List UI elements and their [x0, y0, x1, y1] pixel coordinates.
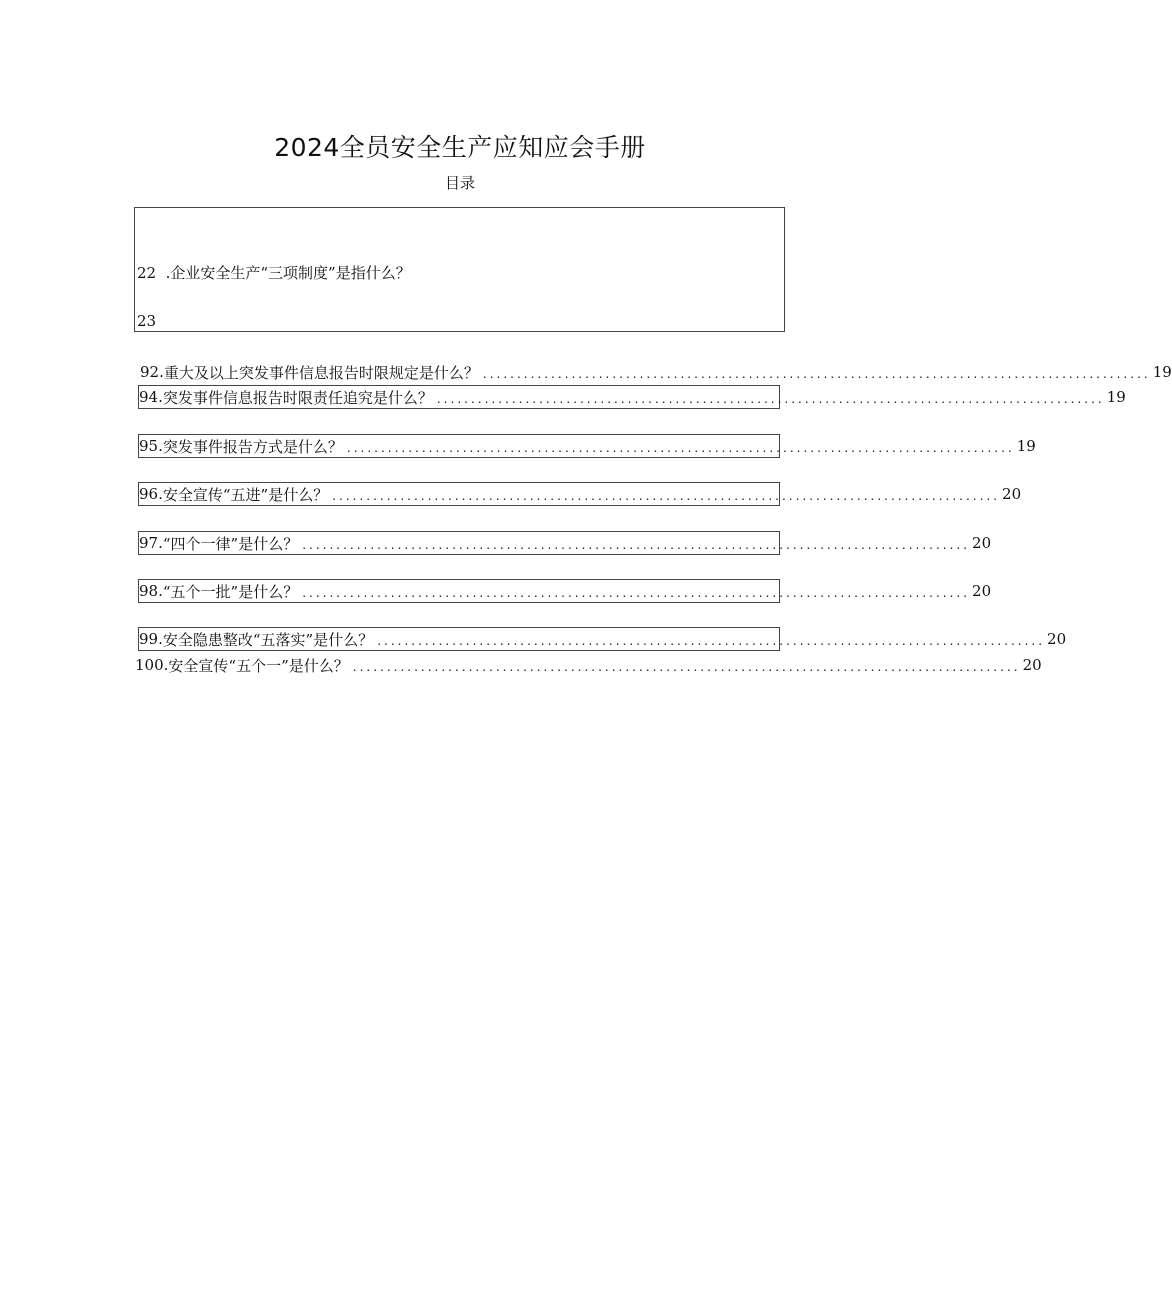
toc-dot-leader: ..................................................................................................: [346, 441, 1015, 455]
toc-entry-page: 20: [1022, 656, 1042, 674]
toc-entry-number: 92.: [140, 363, 164, 381]
toc-entry[interactable]: [138, 385, 1126, 409]
toc-entry-page: 20: [1002, 485, 1022, 503]
toc-entry[interactable]: [138, 531, 992, 555]
toc-entry[interactable]: [138, 434, 1036, 458]
toc-entry-title: 安全宣传“五进”是什么？: [162, 485, 329, 504]
toc-entry[interactable]: [138, 482, 1022, 506]
toc-heading: 目录: [444, 174, 475, 192]
toc-entry-number: 95.: [139, 437, 163, 455]
toc-entry-number: 94.: [139, 388, 163, 406]
toc-entry-number: 97.: [139, 534, 163, 552]
toc-entry-number: 99.: [139, 630, 163, 648]
toc-entry-title: 重大及以上突发事件信息报告时限规定是什么？: [163, 363, 479, 382]
toc-fragment-box: [134, 207, 785, 332]
document-title: 2024全员安全生产应知应会手册: [274, 133, 646, 162]
toc-entry-page: 19: [1106, 388, 1126, 406]
toc-dot-leader: ..................................................................................................: [302, 538, 971, 552]
toc-fragment-line: 22 .企业安全生产“三项制度”是指什么？: [137, 264, 411, 282]
toc-entry-title: 安全宣传“五个一”是什么？: [168, 656, 349, 675]
toc-entry-title: 突发事件信息报告时限责任追究是什么？: [162, 388, 433, 407]
toc-entry-page: 20: [972, 534, 992, 552]
toc-entry-page: 19: [1152, 363, 1172, 381]
toc-entry-page: 19: [1016, 437, 1036, 455]
toc-entry[interactable]: [138, 579, 992, 603]
toc-entry-title: “四个一律”是什么？: [162, 534, 299, 553]
toc-entry-title: 安全隐患整改“五落实”是什么？: [162, 630, 374, 649]
toc-entry-number: 100.: [135, 656, 169, 674]
toc-entry-page: 20: [972, 582, 992, 600]
toc-entry-page: 20: [1047, 630, 1067, 648]
toc-entry[interactable]: [135, 653, 1042, 677]
toc-dot-leader: ..................................................................................................: [436, 392, 1105, 406]
toc-entry-title: “五个一批”是什么？: [162, 582, 299, 601]
toc-entry[interactable]: [140, 360, 1172, 384]
toc-dot-leader: ..................................................................................................: [352, 660, 1021, 674]
toc-dot-leader: ..................................................................................................: [332, 489, 1001, 503]
toc-entry-number: 98.: [139, 582, 163, 600]
toc-entry[interactable]: [138, 627, 1067, 651]
toc-entry-number: 96.: [139, 485, 163, 503]
toc-dot-leader: ..................................................................................................: [377, 634, 1046, 648]
toc-fragment-page: 23: [137, 312, 157, 330]
toc-dot-leader: ..................................................................................................: [482, 367, 1151, 381]
toc-dot-leader: ..................................................................................................: [302, 586, 971, 600]
toc-entry-title: 突发事件报告方式是什么？: [162, 437, 343, 456]
